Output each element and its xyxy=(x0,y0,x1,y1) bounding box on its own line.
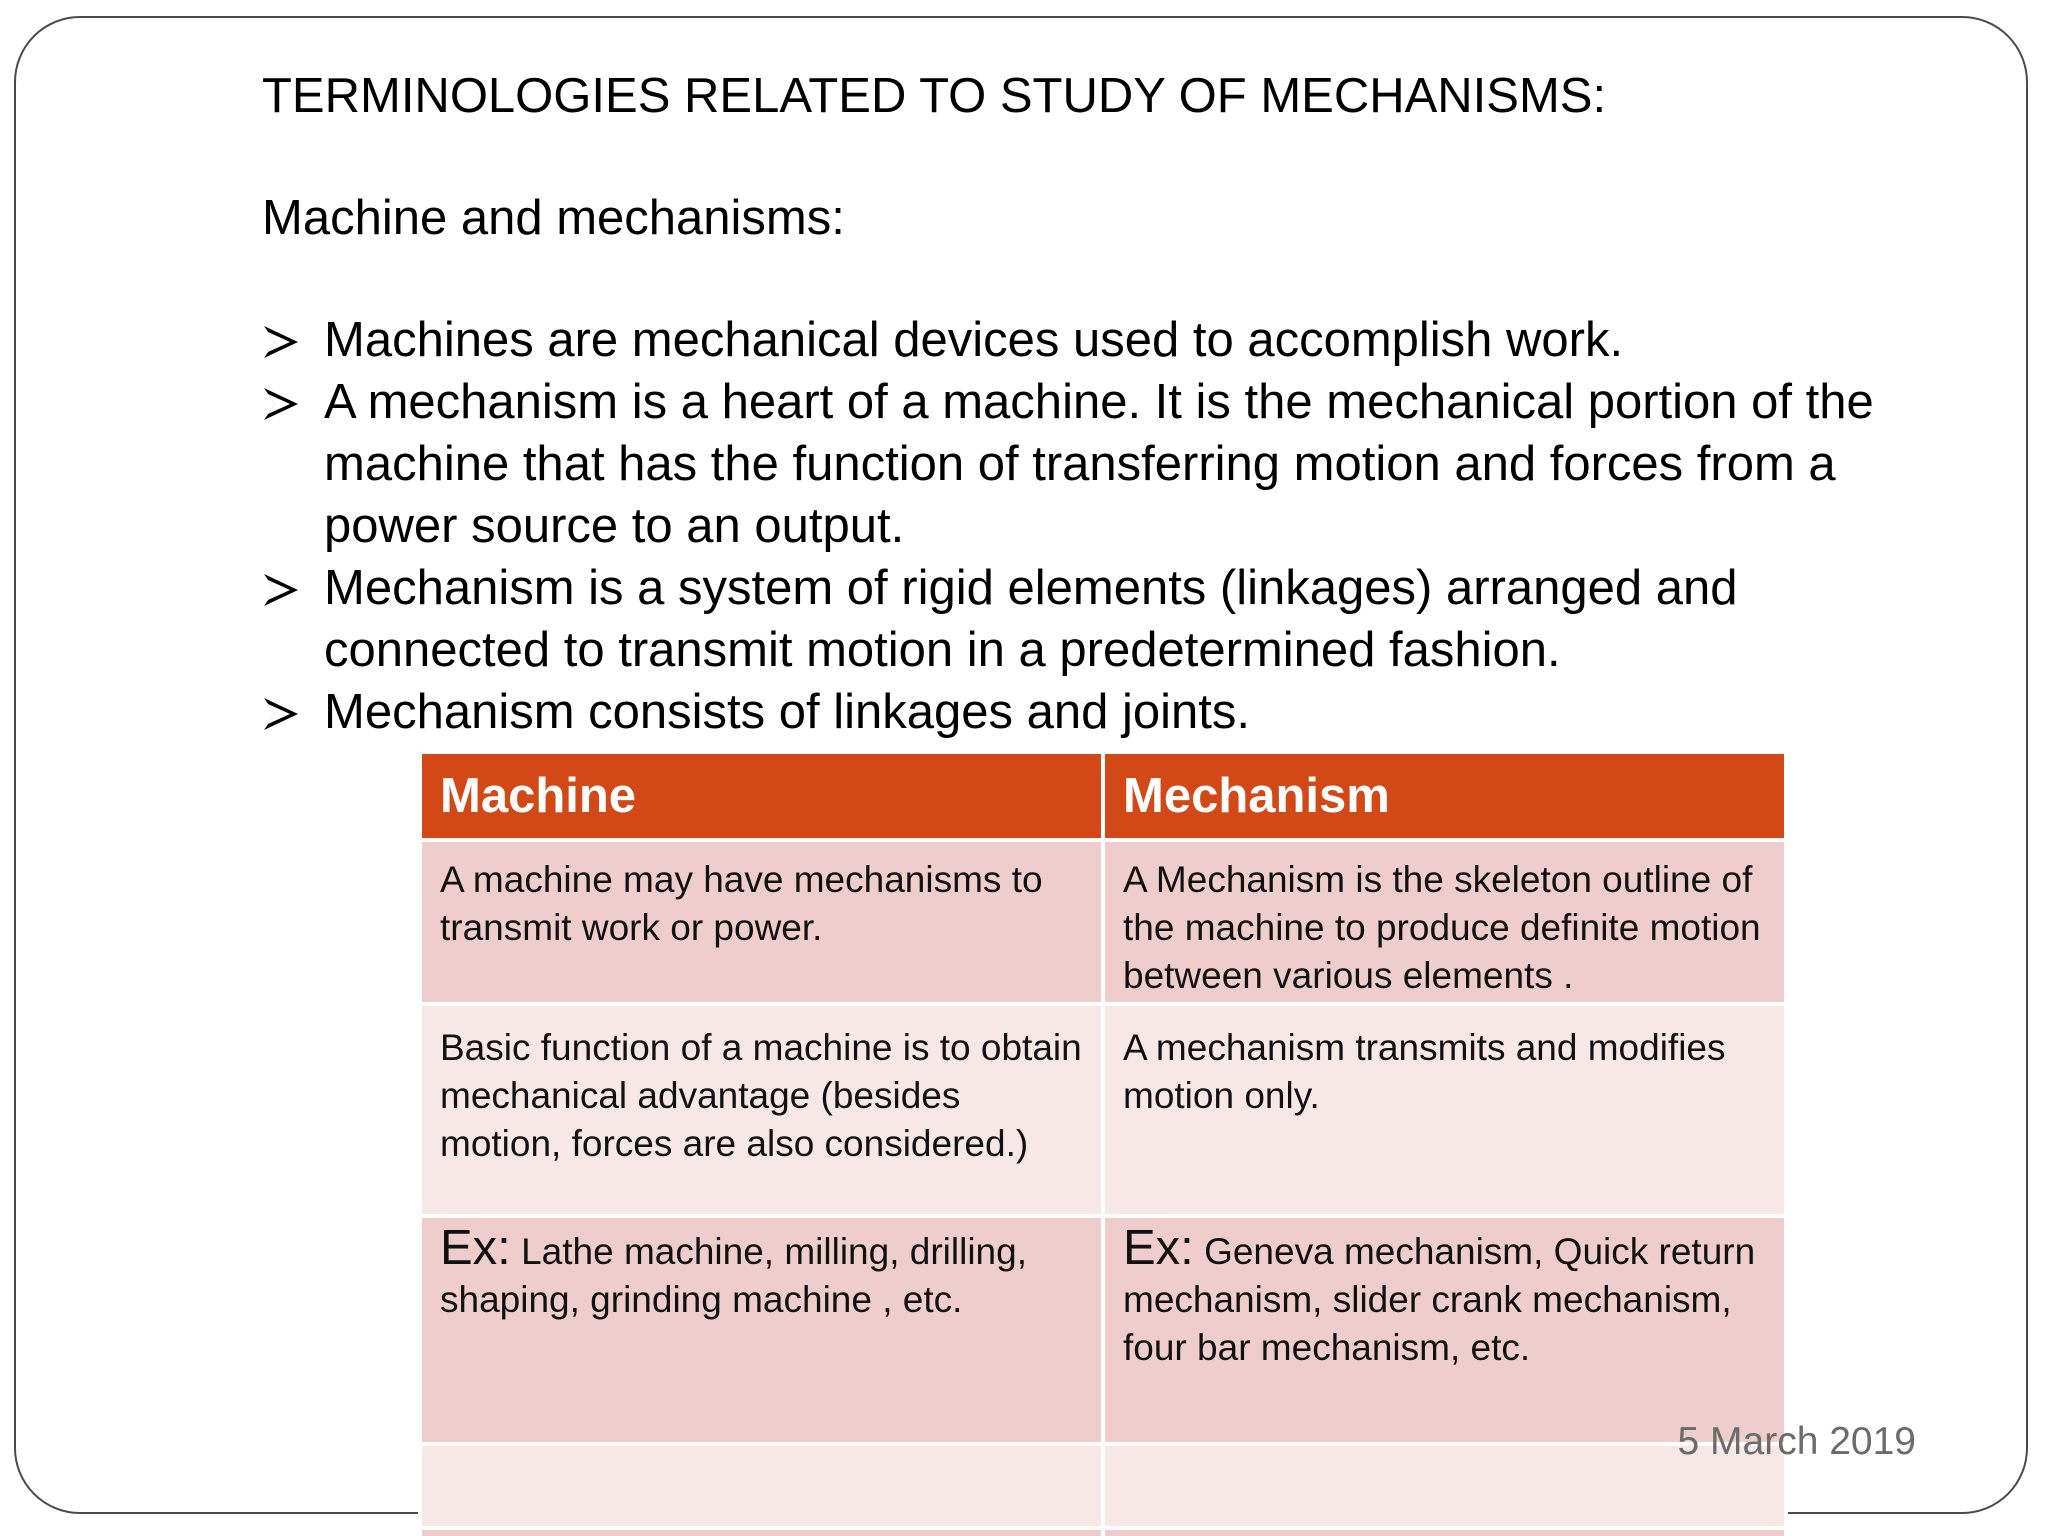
table-header-row xyxy=(420,752,1786,840)
cell-mechanism: A Mechanism is the skeleton outline of the machine to produce definite motion between various elements . xyxy=(1103,840,1786,1004)
cell-text: Geneva mechanism, Quick return mechanism, slider crank mechanism, four bar mechanism, etc. xyxy=(1123,1231,1756,1368)
cell-mechanism xyxy=(1103,1216,1786,1444)
bullet-text: Machines are mechanical devices used to accomplish work. xyxy=(324,313,1624,367)
bullet-text: Mechanism consists of linkages and joints. xyxy=(324,685,1250,739)
cell-text: Lathe machine, milling, drilling, shaping, grinding machine , etc. xyxy=(440,1231,1027,1320)
bullet-list xyxy=(262,309,1902,743)
cell-empty xyxy=(1103,1528,1786,1536)
header-mechanism: Mechanism xyxy=(1103,752,1786,840)
cell-mechanism: A mechanism transmits and modifies motion only. xyxy=(1103,1004,1786,1216)
cell-empty xyxy=(420,1444,1103,1528)
cell-machine: A machine may have mechanisms to transmit work or power. xyxy=(420,840,1103,1004)
bullet-item xyxy=(262,309,1902,371)
arrowhead-bullet-icon xyxy=(262,696,300,732)
table-row-empty xyxy=(420,1528,1786,1536)
arrowhead-bullet-icon xyxy=(262,324,300,360)
bullet-text: Mechanism is a system of rigid elements (linkages) arranged and connected to transmit motion in a predetermined fashion. xyxy=(324,561,1738,677)
ex-prefix: Ex: xyxy=(440,1221,511,1275)
header-machine: Machine xyxy=(420,752,1103,840)
bullet-item xyxy=(262,371,1902,557)
arrowhead-bullet-icon xyxy=(262,572,300,608)
bullet-item xyxy=(262,557,1902,681)
table-row-empty xyxy=(420,1444,1786,1528)
slide-date: 5 March 2019 xyxy=(1677,1420,1916,1463)
table-row xyxy=(420,840,1786,1004)
slide-title: TERMINOLOGIES RELATED TO STUDY OF MECHANISMS: xyxy=(262,69,1607,123)
table-row xyxy=(420,1004,1786,1216)
cell-machine xyxy=(420,1216,1103,1444)
cell-empty xyxy=(420,1528,1103,1536)
bullet-text: A mechanism is a heart of a machine. It is the mechanical portion of the machine that has the function of transferring motion and forces from a power source to an output. xyxy=(324,375,1874,553)
comparison-table xyxy=(418,750,1788,1536)
cell-machine: Basic function of a machine is to obtain mechanical advantage (besides motion, forces are also considered.) xyxy=(420,1004,1103,1216)
bullet-item xyxy=(262,681,1902,743)
table-row xyxy=(420,1216,1786,1444)
slide-subtitle: Machine and mechanisms: xyxy=(262,191,845,245)
arrowhead-bullet-icon xyxy=(262,386,300,422)
ex-prefix: Ex: xyxy=(1123,1221,1194,1275)
